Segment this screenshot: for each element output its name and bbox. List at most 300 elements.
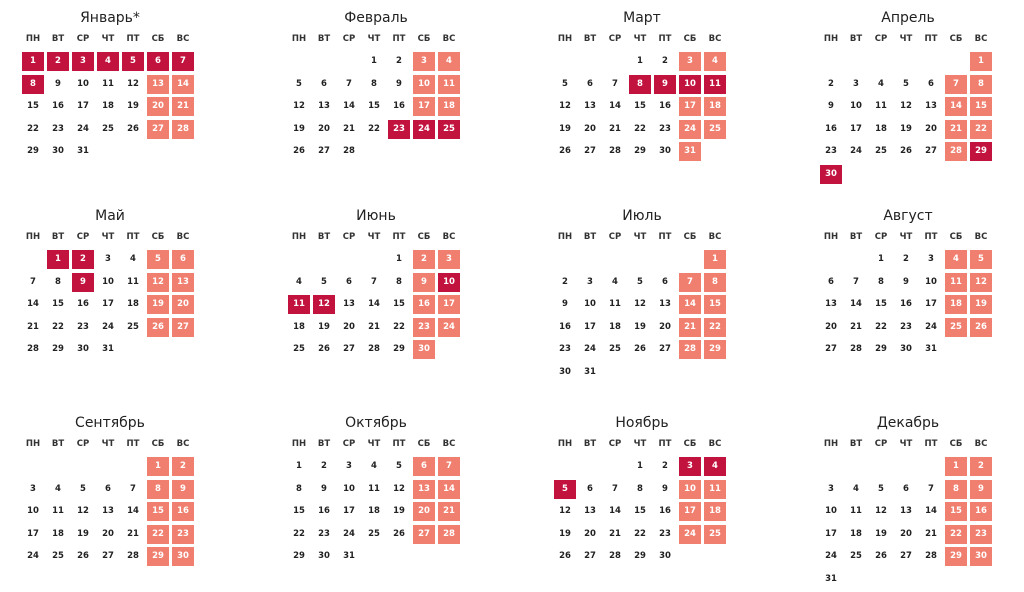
day-cell: 28 bbox=[438, 525, 460, 544]
month-8 bbox=[820, 206, 996, 363]
day-cell: 13 bbox=[900, 506, 912, 516]
day-cell: 20 bbox=[318, 123, 330, 134]
day-cell: 7 bbox=[130, 483, 136, 494]
day-cell: 26 bbox=[77, 551, 89, 561]
day-cell: 16 bbox=[659, 101, 671, 111]
day-cell: 22 bbox=[634, 528, 646, 539]
weekday-label: ВС bbox=[974, 34, 988, 44]
day-cell: 21 bbox=[850, 321, 862, 332]
weekday-label: ПН bbox=[25, 439, 41, 449]
day-cell: 2 bbox=[562, 276, 568, 287]
week-row bbox=[820, 52, 996, 71]
day-cell: 27 bbox=[172, 318, 194, 337]
day-cell: 3 bbox=[587, 276, 593, 287]
weekday-label: СБ bbox=[417, 232, 431, 242]
day-cell: 18 bbox=[102, 101, 114, 111]
weekday-header bbox=[22, 32, 198, 46]
day-cell: 25 bbox=[704, 120, 726, 139]
day-cell: 22 bbox=[52, 321, 64, 332]
weekday-label: ПТ bbox=[924, 439, 938, 449]
week-row bbox=[288, 273, 464, 292]
weekday-label: СР bbox=[342, 34, 356, 44]
day-cell: 14 bbox=[343, 101, 355, 111]
day-cell: 2 bbox=[321, 461, 327, 471]
week-row bbox=[288, 340, 464, 359]
day-cell: 1 bbox=[878, 254, 884, 264]
week-row bbox=[288, 502, 464, 521]
day-cell: 31 bbox=[584, 366, 596, 377]
weekday-label: ПН bbox=[25, 232, 41, 242]
day-cell: 1 bbox=[704, 250, 726, 269]
month-12 bbox=[820, 413, 996, 592]
weekday-label: ПТ bbox=[924, 232, 938, 242]
day-cell: 27 bbox=[900, 551, 912, 561]
day-cell: 1 bbox=[637, 461, 643, 471]
day-cell: 2 bbox=[172, 457, 194, 476]
week-row bbox=[22, 295, 198, 314]
day-cell: 14 bbox=[850, 299, 862, 309]
day-cell: 12 bbox=[875, 506, 887, 516]
day-cell: 9 bbox=[72, 273, 94, 292]
day-cell: 26 bbox=[393, 528, 405, 539]
day-cell: 8 bbox=[945, 480, 967, 499]
weekday-label: СР bbox=[874, 34, 888, 44]
day-cell: 17 bbox=[679, 97, 701, 116]
day-cell: 14 bbox=[609, 506, 621, 516]
week-row bbox=[288, 142, 464, 161]
weekday-label: ПТ bbox=[658, 34, 672, 44]
day-cell: 6 bbox=[928, 78, 934, 89]
day-cell: 28 bbox=[925, 551, 937, 561]
day-cell: 20 bbox=[343, 321, 355, 332]
weekday-label: ВТ bbox=[583, 34, 597, 44]
week-row bbox=[288, 457, 464, 476]
day-cell: 20 bbox=[900, 528, 912, 539]
day-cell: 23 bbox=[659, 528, 671, 539]
day-cell: 11 bbox=[102, 78, 114, 89]
day-cell: 30 bbox=[659, 551, 671, 561]
day-cell: 24 bbox=[679, 120, 701, 139]
day-cell: 15 bbox=[147, 502, 169, 521]
day-cell: 5 bbox=[147, 250, 169, 269]
week-row bbox=[22, 52, 198, 71]
day-cell: 26 bbox=[900, 146, 912, 156]
day-cell: 3 bbox=[72, 52, 94, 71]
day-cell: 20 bbox=[659, 321, 671, 332]
weekday-label: СБ bbox=[151, 232, 165, 242]
day-cell: 20 bbox=[102, 528, 114, 539]
day-cell: 25 bbox=[875, 146, 887, 156]
day-cell: 25 bbox=[293, 344, 305, 354]
week-row bbox=[820, 97, 996, 116]
day-cell: 26 bbox=[559, 146, 571, 156]
week-row bbox=[554, 250, 730, 269]
weekday-label: СР bbox=[874, 232, 888, 242]
day-cell: 19 bbox=[77, 528, 89, 539]
day-cell: 20 bbox=[584, 123, 596, 134]
week-row bbox=[288, 295, 464, 314]
weekday-label: ПН bbox=[823, 34, 839, 44]
day-cell: 26 bbox=[634, 344, 646, 354]
month-6 bbox=[288, 206, 464, 363]
day-cell: 10 bbox=[27, 506, 39, 516]
day-cell: 11 bbox=[704, 75, 726, 94]
day-cell: 14 bbox=[368, 299, 380, 309]
day-cell: 12 bbox=[147, 273, 169, 292]
day-cell: 2 bbox=[662, 461, 668, 471]
day-cell: 29 bbox=[634, 551, 646, 561]
day-cell: 16 bbox=[52, 101, 64, 111]
day-cell: 15 bbox=[368, 101, 380, 111]
month-3 bbox=[554, 8, 730, 165]
day-cell: 16 bbox=[413, 295, 435, 314]
day-cell: 15 bbox=[52, 299, 64, 309]
day-cell: 11 bbox=[704, 480, 726, 499]
weekday-label: СР bbox=[342, 232, 356, 242]
day-cell: 10 bbox=[77, 78, 89, 89]
day-cell: 13 bbox=[147, 75, 169, 94]
day-cell: 21 bbox=[127, 528, 139, 539]
day-cell: 21 bbox=[343, 123, 355, 134]
day-cell: 2 bbox=[396, 56, 402, 66]
weekday-label: ПТ bbox=[392, 439, 406, 449]
day-cell: 17 bbox=[584, 321, 596, 332]
day-cell: 28 bbox=[127, 551, 139, 561]
day-cell: 26 bbox=[318, 344, 330, 354]
day-cell: 17 bbox=[850, 123, 862, 134]
day-cell: 24 bbox=[27, 551, 39, 561]
weekday-label: ВС bbox=[442, 232, 456, 242]
week-row bbox=[288, 318, 464, 337]
day-cell: 10 bbox=[850, 101, 862, 111]
day-cell: 5 bbox=[321, 276, 327, 287]
week-row bbox=[554, 318, 730, 337]
week-row bbox=[22, 502, 198, 521]
day-cell: 5 bbox=[637, 276, 643, 287]
day-cell: 23 bbox=[413, 318, 435, 337]
day-cell: 13 bbox=[318, 101, 330, 111]
weekday-label: СБ bbox=[683, 34, 697, 44]
day-cell: 29 bbox=[704, 340, 726, 359]
month-10 bbox=[288, 413, 464, 570]
weekday-header bbox=[554, 230, 730, 244]
day-cell: 17 bbox=[102, 299, 114, 309]
day-cell: 1 bbox=[47, 250, 69, 269]
day-cell: 7 bbox=[371, 276, 377, 287]
week-row bbox=[22, 318, 198, 337]
weekday-header bbox=[22, 230, 198, 244]
day-cell: 12 bbox=[293, 101, 305, 111]
day-cell: 21 bbox=[679, 318, 701, 337]
month-title: Август bbox=[883, 208, 933, 224]
day-cell: 1 bbox=[22, 52, 44, 71]
week-row bbox=[554, 547, 730, 566]
day-cell: 11 bbox=[850, 506, 862, 516]
day-cell: 30 bbox=[172, 547, 194, 566]
day-cell: 20 bbox=[413, 502, 435, 521]
week-row bbox=[820, 120, 996, 139]
weekday-label: СР bbox=[76, 34, 90, 44]
day-cell: 24 bbox=[77, 123, 89, 134]
day-cell: 16 bbox=[970, 502, 992, 521]
day-cell: 26 bbox=[293, 146, 305, 156]
week-row bbox=[554, 52, 730, 71]
day-cell: 14 bbox=[27, 299, 39, 309]
day-cell: 27 bbox=[413, 525, 435, 544]
day-cell: 22 bbox=[368, 123, 380, 134]
weekday-label: ВС bbox=[974, 232, 988, 242]
day-cell: 7 bbox=[853, 276, 859, 287]
week-row bbox=[22, 142, 198, 161]
day-cell: 31 bbox=[343, 551, 355, 561]
weekday-label: СР bbox=[342, 439, 356, 449]
day-cell: 22 bbox=[704, 318, 726, 337]
weekday-label: ВТ bbox=[317, 439, 331, 449]
day-cell: 25 bbox=[52, 551, 64, 561]
day-cell: 17 bbox=[925, 299, 937, 309]
day-cell: 7 bbox=[30, 276, 36, 287]
day-cell: 9 bbox=[828, 101, 834, 111]
day-cell: 23 bbox=[825, 146, 837, 156]
day-cell: 30 bbox=[52, 146, 64, 156]
day-cell: 5 bbox=[970, 250, 992, 269]
day-cell: 25 bbox=[102, 123, 114, 134]
weekday-label: ПН bbox=[25, 34, 41, 44]
week-row bbox=[288, 52, 464, 71]
day-cell: 1 bbox=[945, 457, 967, 476]
day-cell: 27 bbox=[925, 146, 937, 156]
weekday-label: СБ bbox=[949, 232, 963, 242]
day-cell: 18 bbox=[704, 97, 726, 116]
weekday-label: ВТ bbox=[51, 34, 65, 44]
day-cell: 12 bbox=[559, 506, 571, 516]
month-title: Сентябрь bbox=[75, 415, 145, 431]
day-cell: 15 bbox=[634, 506, 646, 516]
weekday-label: СБ bbox=[949, 439, 963, 449]
day-cell: 17 bbox=[413, 97, 435, 116]
day-cell: 19 bbox=[970, 295, 992, 314]
day-cell: 12 bbox=[393, 483, 405, 494]
day-cell: 18 bbox=[609, 321, 621, 332]
day-cell: 7 bbox=[612, 78, 618, 89]
weekday-label: ПН bbox=[291, 439, 307, 449]
day-cell: 13 bbox=[343, 299, 355, 309]
day-cell: 20 bbox=[925, 123, 937, 134]
weekday-label: ЧТ bbox=[633, 34, 647, 44]
day-cell: 22 bbox=[970, 120, 992, 139]
month-title: Октябрь bbox=[345, 415, 407, 431]
day-cell: 7 bbox=[438, 457, 460, 476]
day-cell: 20 bbox=[172, 295, 194, 314]
day-cell: 8 bbox=[55, 276, 61, 287]
day-cell: 16 bbox=[77, 299, 89, 309]
week-row bbox=[820, 570, 996, 589]
day-cell: 5 bbox=[296, 78, 302, 89]
day-cell: 15 bbox=[27, 101, 39, 111]
day-cell: 21 bbox=[609, 528, 621, 539]
week-row bbox=[554, 142, 730, 161]
weekday-header bbox=[22, 437, 198, 451]
day-cell: 18 bbox=[875, 123, 887, 134]
day-cell: 30 bbox=[413, 340, 435, 359]
weekday-label: СБ bbox=[683, 439, 697, 449]
day-cell: 23 bbox=[900, 321, 912, 332]
month-title: Июль bbox=[622, 208, 662, 224]
day-cell: 1 bbox=[371, 56, 377, 66]
day-cell: 20 bbox=[825, 321, 837, 332]
day-cell: 7 bbox=[172, 52, 194, 71]
day-cell: 26 bbox=[875, 551, 887, 561]
day-cell: 22 bbox=[147, 525, 169, 544]
month-11 bbox=[554, 413, 730, 570]
day-cell: 24 bbox=[343, 528, 355, 539]
day-cell: 9 bbox=[970, 480, 992, 499]
day-cell: 8 bbox=[878, 276, 884, 287]
week-row bbox=[820, 502, 996, 521]
day-cell: 3 bbox=[679, 457, 701, 476]
day-cell: 16 bbox=[559, 321, 571, 332]
day-cell: 8 bbox=[22, 75, 44, 94]
day-cell: 7 bbox=[945, 75, 967, 94]
day-cell: 19 bbox=[634, 321, 646, 332]
weekday-label: ВС bbox=[176, 232, 190, 242]
day-cell: 6 bbox=[172, 250, 194, 269]
day-cell: 4 bbox=[371, 461, 377, 471]
day-cell: 19 bbox=[559, 528, 571, 539]
day-cell: 10 bbox=[438, 273, 460, 292]
weekday-label: СР bbox=[874, 439, 888, 449]
day-cell: 28 bbox=[609, 146, 621, 156]
week-row bbox=[22, 75, 198, 94]
day-cell: 24 bbox=[102, 321, 114, 332]
month-5 bbox=[22, 206, 198, 363]
day-cell: 23 bbox=[318, 528, 330, 539]
day-cell: 1 bbox=[396, 254, 402, 264]
day-cell: 24 bbox=[679, 525, 701, 544]
weekday-header bbox=[820, 32, 996, 46]
day-cell: 24 bbox=[413, 120, 435, 139]
day-cell: 30 bbox=[318, 551, 330, 561]
day-cell: 27 bbox=[343, 344, 355, 354]
week-row bbox=[554, 480, 730, 499]
day-cell: 12 bbox=[634, 299, 646, 309]
day-cell: 15 bbox=[293, 506, 305, 516]
month-title: Март bbox=[623, 10, 661, 26]
week-row bbox=[820, 250, 996, 269]
day-cell: 6 bbox=[828, 276, 834, 287]
day-cell: 23 bbox=[659, 123, 671, 134]
weekday-header bbox=[288, 230, 464, 244]
week-row bbox=[288, 97, 464, 116]
day-cell: 18 bbox=[127, 299, 139, 309]
day-cell: 22 bbox=[945, 525, 967, 544]
day-cell: 28 bbox=[27, 344, 39, 354]
day-cell: 2 bbox=[970, 457, 992, 476]
day-cell: 21 bbox=[438, 502, 460, 521]
day-cell: 13 bbox=[413, 480, 435, 499]
day-cell: 14 bbox=[172, 75, 194, 94]
day-cell: 4 bbox=[55, 483, 61, 494]
weekday-label: ВТ bbox=[317, 232, 331, 242]
weekday-header bbox=[554, 32, 730, 46]
weekday-label: ЧТ bbox=[101, 439, 115, 449]
week-row bbox=[22, 273, 198, 292]
weekday-label: СБ bbox=[151, 34, 165, 44]
day-cell: 5 bbox=[903, 78, 909, 89]
day-cell: 24 bbox=[584, 344, 596, 354]
day-cell: 21 bbox=[609, 123, 621, 134]
day-cell: 11 bbox=[368, 483, 380, 494]
day-cell: 21 bbox=[27, 321, 39, 332]
day-cell: 18 bbox=[704, 502, 726, 521]
day-cell: 26 bbox=[127, 123, 139, 134]
day-cell: 23 bbox=[388, 120, 410, 139]
weekday-label: ВТ bbox=[583, 232, 597, 242]
day-cell: 30 bbox=[77, 344, 89, 354]
day-cell: 24 bbox=[850, 146, 862, 156]
day-cell: 5 bbox=[122, 52, 144, 71]
day-cell: 31 bbox=[77, 146, 89, 156]
day-cell: 4 bbox=[853, 483, 859, 494]
weekday-label: ЧТ bbox=[899, 439, 913, 449]
weekday-label: ПН bbox=[557, 232, 573, 242]
day-cell: 9 bbox=[321, 483, 327, 494]
day-cell: 11 bbox=[609, 299, 621, 309]
day-cell: 22 bbox=[634, 123, 646, 134]
day-cell: 2 bbox=[72, 250, 94, 269]
month-2 bbox=[288, 8, 464, 165]
day-cell: 15 bbox=[704, 295, 726, 314]
week-row bbox=[820, 273, 996, 292]
day-cell: 3 bbox=[853, 78, 859, 89]
weekday-label: ЧТ bbox=[367, 232, 381, 242]
day-cell: 16 bbox=[318, 506, 330, 516]
weekday-label: ЧТ bbox=[633, 232, 647, 242]
day-cell: 3 bbox=[413, 52, 435, 71]
day-cell: 12 bbox=[313, 295, 335, 314]
day-cell: 6 bbox=[321, 78, 327, 89]
day-cell: 28 bbox=[679, 340, 701, 359]
day-cell: 30 bbox=[970, 547, 992, 566]
day-cell: 22 bbox=[27, 123, 39, 134]
day-cell: 18 bbox=[945, 295, 967, 314]
day-cell: 30 bbox=[659, 146, 671, 156]
week-row bbox=[22, 120, 198, 139]
day-cell: 15 bbox=[634, 101, 646, 111]
day-cell: 12 bbox=[559, 101, 571, 111]
day-cell: 9 bbox=[654, 75, 676, 94]
weekday-label: СБ bbox=[683, 232, 697, 242]
month-4 bbox=[820, 8, 996, 187]
day-cell: 13 bbox=[925, 101, 937, 111]
day-cell: 11 bbox=[945, 273, 967, 292]
day-cell: 5 bbox=[554, 480, 576, 499]
day-cell: 10 bbox=[343, 483, 355, 494]
day-cell: 2 bbox=[662, 56, 668, 66]
weekday-header bbox=[820, 230, 996, 244]
week-row bbox=[22, 457, 198, 476]
day-cell: 19 bbox=[318, 321, 330, 332]
day-cell: 16 bbox=[900, 299, 912, 309]
day-cell: 29 bbox=[945, 547, 967, 566]
day-cell: 23 bbox=[77, 321, 89, 332]
day-cell: 4 bbox=[296, 276, 302, 287]
day-cell: 19 bbox=[875, 528, 887, 539]
day-cell: 1 bbox=[637, 56, 643, 66]
day-cell: 19 bbox=[900, 123, 912, 134]
day-cell: 3 bbox=[928, 254, 934, 264]
day-cell: 6 bbox=[147, 52, 169, 71]
